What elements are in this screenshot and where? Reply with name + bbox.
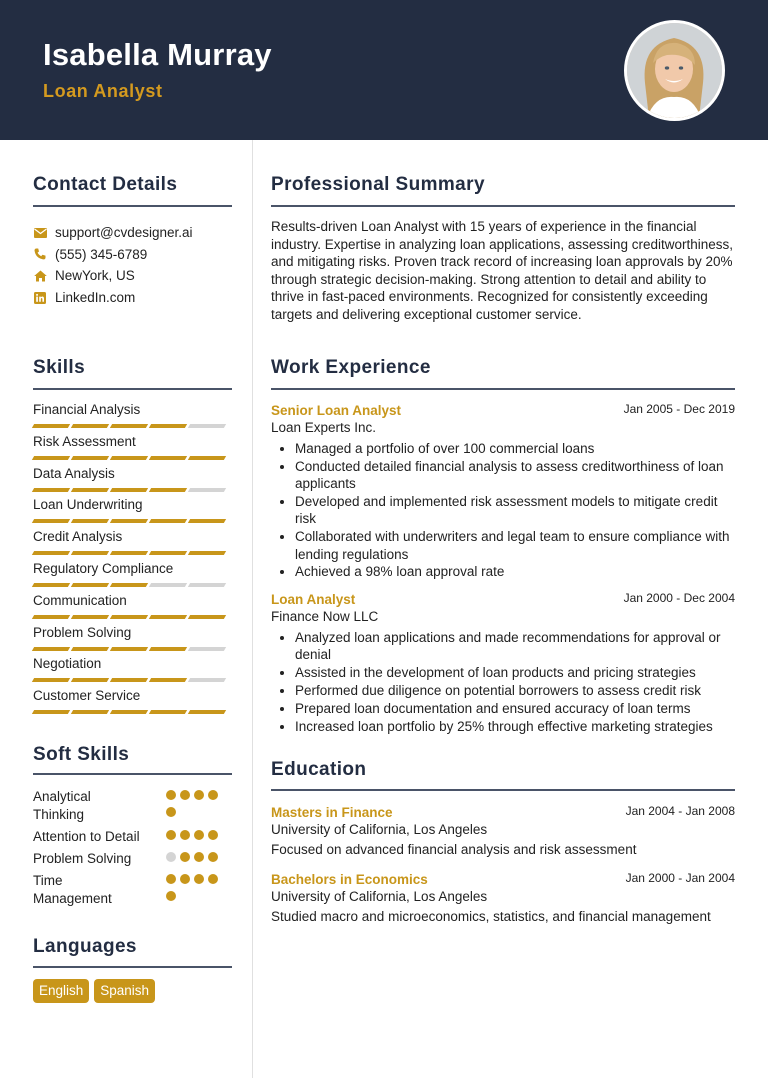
- skill-level-segment: [188, 583, 226, 587]
- job-title: Loan Analyst: [271, 592, 356, 607]
- skill-level-segment: [110, 519, 148, 523]
- education-description: Studied macro and microeconomics, statistics, and financial management: [271, 909, 711, 924]
- job-bullet: • Prepared loan documentation and ensured accuracy of loan terms: [295, 700, 735, 717]
- skill-level-segment: [188, 424, 226, 428]
- rating-dot: [166, 790, 176, 800]
- skill-level-segment: [32, 424, 70, 428]
- skills-section-title: Skills: [33, 357, 86, 378]
- skill-level-segment: [149, 647, 187, 651]
- summary-rule: [271, 205, 735, 207]
- job-company: Finance Now LLC: [271, 609, 379, 624]
- skill-level-segment: [110, 647, 148, 651]
- skill-item: [33, 402, 233, 434]
- skill-level-bars: [33, 519, 233, 523]
- skill-level-segment: [32, 647, 70, 651]
- degree-title: Masters in Finance: [271, 805, 393, 820]
- skill-level-segment: [110, 456, 148, 460]
- skill-name: Problem Solving: [33, 624, 132, 640]
- skill-name: Regulatory Compliance: [33, 560, 174, 576]
- skill-level-segment: [32, 551, 70, 555]
- contact-linkedin-text: LinkedIn.com: [55, 290, 136, 306]
- skill-level-segment: [32, 488, 70, 492]
- skills-rule: [33, 388, 232, 390]
- skill-level-segment: [149, 551, 187, 555]
- contact-list: [33, 222, 193, 308]
- job-bullets: [271, 629, 735, 735]
- degree-title: Bachelors in Economics: [271, 872, 428, 887]
- skill-level-segment: [32, 519, 70, 523]
- skill-level-segment: [110, 678, 148, 682]
- languages-rule: [33, 966, 232, 968]
- job-bullets: [271, 440, 735, 581]
- rating-dot: [166, 807, 176, 817]
- skill-level-bars: [33, 424, 233, 428]
- skill-name: Data Analysis: [33, 465, 115, 481]
- job-bullet: • Managed a portfolio of over 100 commercial loans: [295, 440, 735, 457]
- language-tag: Spanish: [94, 979, 155, 1003]
- rating-dot: [166, 874, 176, 884]
- column-divider: [252, 140, 253, 1078]
- languages-section-title: Languages: [33, 936, 137, 957]
- skill-level-bars: [33, 551, 233, 555]
- soft-skill-label-line: Time: [33, 873, 63, 888]
- skill-item: [33, 497, 233, 529]
- contact-location: [33, 265, 193, 287]
- education-section-title: Education: [271, 759, 367, 780]
- rating-dot: [194, 874, 204, 884]
- rating-dot: [180, 830, 190, 840]
- education-entry: [271, 871, 735, 924]
- education-entry: [271, 804, 735, 857]
- soft-skill-label-line: Attention to Detail: [33, 829, 140, 844]
- skill-name: Loan Underwriting: [33, 497, 143, 513]
- soft-skills-section-title: Soft Skills: [33, 744, 130, 765]
- school-name: University of California, Los Angeles: [271, 889, 488, 904]
- skill-level-segment: [149, 519, 187, 523]
- skill-level-segment: [188, 488, 226, 492]
- rating-dot: [194, 852, 204, 862]
- skill-level-bars: [33, 456, 233, 460]
- rating-dot: [166, 852, 176, 862]
- skill-level-segment: [188, 710, 226, 714]
- skill-level-segment: [32, 678, 70, 682]
- skill-item: [33, 529, 233, 561]
- skill-level-segment: [110, 583, 148, 587]
- skill-level-segment: [188, 678, 226, 682]
- summary-text: Results-driven Loan Analyst with 15 years of experience in the financial industry. Expertise in analyzing loan applications, assessing creditworthiness, and mitigating risks. Proven track record of increasing loan approvals by 20% through strategic decision-making. Strong attention to detail and ability to thrive in fast-paced environments. Recognized for consistently exceeding targets and delivering exceptional customer service.: [271, 219, 733, 322]
- skill-level-segment: [149, 710, 187, 714]
- soft-skill-item: [33, 828, 233, 850]
- rating-dot: [180, 790, 190, 800]
- soft-skill-item: [33, 788, 233, 828]
- education-rule: [271, 789, 735, 791]
- rating-dot: [180, 874, 190, 884]
- skill-level-segment: [110, 615, 148, 619]
- education-description: Focused on advanced financial analysis and risk assessment: [271, 842, 637, 857]
- skill-item: [33, 593, 233, 625]
- experience-rule: [271, 388, 735, 390]
- skill-level-segment: [110, 710, 148, 714]
- job-dates: Jan 2005 - Dec 2019: [623, 402, 735, 416]
- summary-section-title: Professional Summary: [271, 174, 485, 195]
- language-tag: English: [33, 979, 89, 1003]
- rating-dot: [208, 852, 218, 862]
- skill-level-segment: [71, 456, 109, 460]
- rating-dot: [194, 830, 204, 840]
- rating-dot: [180, 852, 190, 862]
- skill-level-segment: [71, 647, 109, 651]
- contact-location-text: NewYork, US: [55, 268, 135, 284]
- candidate-role: Loan Analyst: [43, 81, 163, 101]
- skill-level-segment: [149, 424, 187, 428]
- soft-skill-label: [33, 788, 158, 824]
- skill-name: Customer Service: [33, 688, 141, 704]
- job-bullet: • Collaborated with underwriters and legal team to ensure compliance with lending regulations: [295, 528, 735, 563]
- skill-level-segment: [149, 615, 187, 619]
- skill-level-segment: [71, 678, 109, 682]
- skill-item: [33, 434, 233, 466]
- skill-level-bars: [33, 678, 233, 682]
- skill-level-segment: [71, 583, 109, 587]
- skill-name: Communication: [33, 592, 127, 608]
- experience-section-title: Work Experience: [271, 357, 431, 378]
- soft-skill-rating: [166, 874, 226, 908]
- skill-level-bars: [33, 615, 233, 619]
- skill-item: [33, 625, 233, 657]
- contact-section-title: Contact Details: [33, 174, 178, 195]
- skill-item: [33, 561, 233, 593]
- skill-level-bars: [33, 710, 233, 714]
- linkedin-icon: [33, 291, 47, 305]
- skill-level-segment: [149, 456, 187, 460]
- skill-level-segment: [110, 424, 148, 428]
- soft-skill-label: [33, 872, 158, 908]
- job-bullet: • Assisted in the development of loan products and pricing strategies: [295, 664, 735, 681]
- contact-email-text: support@cvdesigner.ai: [55, 225, 193, 241]
- rating-dot: [208, 790, 218, 800]
- education-dates: Jan 2004 - Jan 2008: [625, 804, 735, 818]
- job-bullet: • Developed and implemented risk assessment models to mitigate credit risk: [295, 493, 735, 528]
- home-icon: [33, 269, 47, 283]
- skill-level-segment: [149, 678, 187, 682]
- contact-phone-text: (555) 345-6789: [55, 246, 148, 262]
- contact-email[interactable]: [33, 222, 193, 244]
- skill-level-segment: [188, 551, 226, 555]
- rating-dot: [166, 830, 176, 840]
- job-bullet: • Analyzed loan applications and made recommendations for approval or denial: [295, 629, 735, 664]
- rating-dot: [208, 830, 218, 840]
- job-bullet: • Achieved a 98% loan approval rate: [295, 563, 735, 580]
- resume-header: [0, 0, 768, 140]
- job-bullet: • Performed due diligence on potential borrowers to assess credit risk: [295, 682, 735, 699]
- soft-skill-label: [33, 850, 158, 868]
- skill-level-segment: [71, 519, 109, 523]
- soft-skill-rating: [166, 830, 226, 847]
- skill-name: Risk Assessment: [33, 433, 136, 449]
- soft-skill-item: [33, 850, 233, 872]
- job-entry: [271, 591, 735, 735]
- skill-name: Credit Analysis: [33, 529, 123, 545]
- phone-icon: [33, 247, 47, 261]
- skill-level-segment: [32, 583, 70, 587]
- skill-level-segment: [149, 488, 187, 492]
- school-name: University of California, Los Angeles: [271, 822, 488, 837]
- skill-level-segment: [110, 551, 148, 555]
- skill-level-segment: [71, 551, 109, 555]
- job-bullet: • Increased loan portfolio by 25% through effective marketing strategies: [295, 718, 735, 735]
- skill-level-bars: [33, 583, 233, 587]
- skill-name: Financial Analysis: [33, 402, 141, 417]
- profile-photo: [624, 20, 725, 121]
- skill-item: [33, 656, 233, 688]
- candidate-name: Isabella Murray: [43, 37, 272, 72]
- soft-skill-label-line: Thinking: [33, 807, 85, 822]
- skill-name: Negotiation: [33, 656, 102, 672]
- skill-level-segment: [71, 615, 109, 619]
- skill-level-segment: [32, 456, 70, 460]
- skill-item: [33, 466, 233, 498]
- job-entry: [271, 402, 735, 581]
- soft-skill-rating: [166, 790, 226, 824]
- skill-level-segment: [188, 615, 226, 619]
- rating-dot: [166, 891, 176, 901]
- soft-skill-label: [33, 828, 158, 846]
- skill-level-bars: [33, 488, 233, 492]
- contact-linkedin[interactable]: [33, 287, 193, 309]
- skill-level-segment: [71, 488, 109, 492]
- job-dates: Jan 2000 - Dec 2004: [623, 591, 735, 605]
- skill-level-segment: [32, 615, 70, 619]
- soft-skill-item: [33, 872, 233, 912]
- skill-level-segment: [188, 519, 226, 523]
- soft-skills-list: [33, 788, 233, 912]
- skill-level-segment: [32, 710, 70, 714]
- skills-list: [33, 402, 233, 720]
- soft-skill-label-line: Problem Solving: [33, 851, 132, 866]
- skill-level-bars: [33, 647, 233, 651]
- soft-skill-label-line: Management: [33, 891, 112, 906]
- skill-level-segment: [71, 424, 109, 428]
- soft-skill-rating: [166, 852, 226, 869]
- soft-skills-rule: [33, 773, 232, 775]
- skill-level-segment: [188, 647, 226, 651]
- skill-level-segment: [110, 488, 148, 492]
- skill-item: [33, 688, 233, 720]
- contact-phone[interactable]: [33, 244, 193, 266]
- contact-rule: [33, 205, 232, 207]
- languages-list: [33, 979, 160, 1003]
- skill-level-segment: [149, 583, 187, 587]
- soft-skill-label-line: Analytical: [33, 789, 91, 804]
- rating-dot: [194, 790, 204, 800]
- skill-level-segment: [188, 456, 226, 460]
- job-company: Loan Experts Inc.: [271, 420, 377, 435]
- rating-dot: [208, 874, 218, 884]
- job-title: Senior Loan Analyst: [271, 403, 402, 418]
- envelope-icon: [33, 226, 47, 240]
- education-dates: Jan 2000 - Jan 2004: [625, 871, 735, 885]
- job-bullet: • Conducted detailed financial analysis to assess creditworthiness of loan applicants: [295, 458, 735, 493]
- skill-level-segment: [71, 710, 109, 714]
